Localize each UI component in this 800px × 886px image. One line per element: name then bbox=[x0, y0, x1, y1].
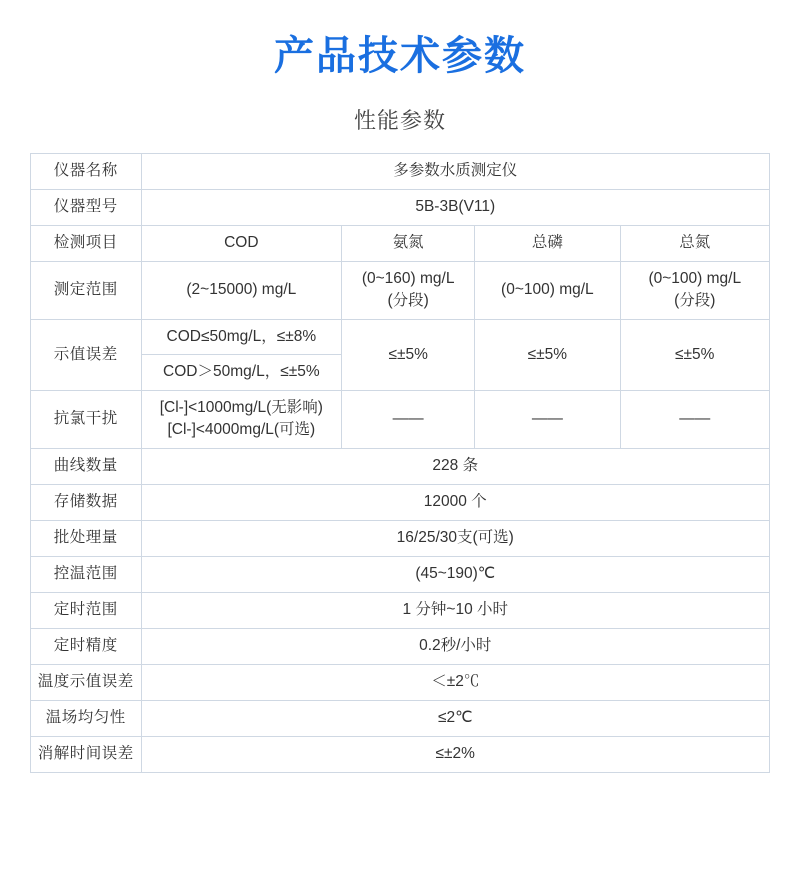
row-label: 抗氯干扰 bbox=[31, 390, 142, 448]
section-subtitle: 性能参数 bbox=[353, 108, 446, 133]
row-label: 测定范围 bbox=[31, 262, 142, 320]
table-row bbox=[31, 592, 770, 628]
row-value: 5B-3B(V11) bbox=[141, 190, 769, 226]
range-total-nitrogen bbox=[620, 262, 769, 320]
error-total-nitrogen: ≤±5% bbox=[620, 319, 769, 390]
error-ammonia: ≤±5% bbox=[342, 319, 475, 390]
column-header-total-nitrogen: 总氮 bbox=[620, 226, 769, 262]
page-title: 产品技术参数 bbox=[274, 34, 526, 78]
range-total-nitrogen-line1: (0~100) mg/L bbox=[648, 270, 742, 287]
row-value: ≤±2% bbox=[141, 736, 769, 772]
row-value: 0.2秒/小时 bbox=[141, 628, 769, 664]
table-row bbox=[31, 556, 770, 592]
table-row-indication-error-1 bbox=[31, 319, 770, 354]
table-row bbox=[31, 484, 770, 520]
chloride-cod bbox=[141, 390, 342, 448]
table-row bbox=[31, 628, 770, 664]
row-label: 定时精度 bbox=[31, 628, 142, 664]
table-row-measuring-range bbox=[31, 262, 770, 320]
row-label: 温场均匀性 bbox=[31, 700, 142, 736]
table-row-detection-items bbox=[31, 226, 770, 262]
range-ammonia bbox=[342, 262, 475, 320]
specifications-table bbox=[30, 153, 770, 773]
row-label: 示值误差 bbox=[31, 319, 142, 390]
column-header-total-phosphorus: 总磷 bbox=[475, 226, 620, 262]
row-value: (45~190)℃ bbox=[141, 556, 769, 592]
column-header-ammonia: 氨氮 bbox=[342, 226, 475, 262]
chloride-cod-line1: [Cl-]<1000mg/L(无影响) bbox=[159, 398, 323, 416]
row-label: 消解时间误差 bbox=[31, 736, 142, 772]
table-row bbox=[31, 736, 770, 772]
row-label: 批处理量 bbox=[31, 520, 142, 556]
chloride-ammonia: —— bbox=[342, 390, 475, 448]
range-ammonia-line1: (0~160) mg/L bbox=[361, 270, 455, 287]
row-label: 曲线数量 bbox=[31, 448, 142, 484]
row-value: ＜±2℃ bbox=[141, 664, 769, 700]
table-row-chloride-resistance bbox=[31, 390, 770, 448]
row-value: 1 分钟~10 小时 bbox=[141, 592, 769, 628]
row-value: 16/25/30支(可选) bbox=[141, 520, 769, 556]
table-row bbox=[31, 664, 770, 700]
row-label: 检测项目 bbox=[31, 226, 142, 262]
table-row bbox=[31, 520, 770, 556]
error-cod-low: COD≤50mg/L，≤±8% bbox=[141, 319, 342, 354]
table-row bbox=[31, 700, 770, 736]
range-ammonia-line2: (分段) bbox=[387, 292, 429, 310]
chloride-cod-line2: [Cl-]<4000mg/L(可选) bbox=[167, 421, 316, 439]
row-label: 定时范围 bbox=[31, 592, 142, 628]
error-total-phosphorus: ≤±5% bbox=[475, 319, 620, 390]
table-row bbox=[31, 190, 770, 226]
range-total-nitrogen-line2: (分段) bbox=[674, 292, 716, 310]
row-label: 仪器型号 bbox=[31, 190, 142, 226]
row-label: 控温范围 bbox=[31, 556, 142, 592]
error-cod-high: COD＞50mg/L，≤±5% bbox=[141, 355, 342, 390]
chloride-total-nitrogen: —— bbox=[620, 390, 769, 448]
range-cod: (2~15000) mg/L bbox=[141, 262, 342, 320]
row-value: 228 条 bbox=[141, 448, 769, 484]
row-value: 12000 个 bbox=[141, 484, 769, 520]
row-label: 仪器名称 bbox=[31, 154, 142, 190]
row-label: 存储数据 bbox=[31, 484, 142, 520]
table-row bbox=[31, 448, 770, 484]
range-total-phosphorus: (0~100) mg/L bbox=[475, 262, 620, 320]
row-label: 温度示值误差 bbox=[31, 664, 142, 700]
column-header-cod: COD bbox=[141, 226, 342, 262]
chloride-total-phosphorus: —— bbox=[475, 390, 620, 448]
table-row bbox=[31, 154, 770, 190]
row-value: 多参数水质测定仪 bbox=[141, 154, 769, 190]
row-value: ≤2℃ bbox=[141, 700, 769, 736]
